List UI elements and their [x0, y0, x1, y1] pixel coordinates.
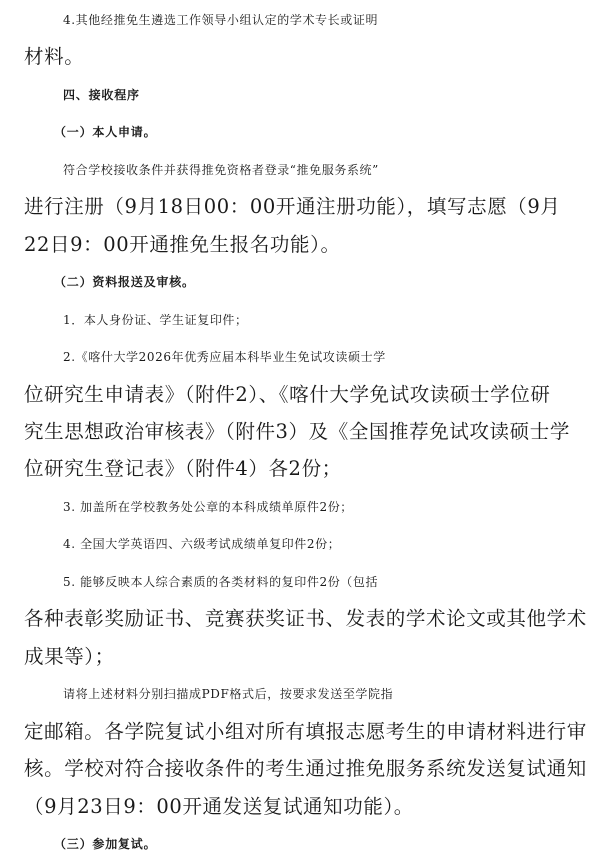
- doc-line: 位研究生申请表》（附件2）、《喀什大学免试攻读硕士学位研: [24, 383, 551, 406]
- doc-line: 4. 全国大学英语四、六级考试成绩单复印件2份；: [63, 537, 341, 551]
- doc-line: 定邮箱。各学院复试小组对所有填报志愿考生的申请材料进行审: [24, 720, 587, 743]
- doc-line: 位研究生登记表》（附件4）各2份；: [24, 457, 342, 480]
- doc-line: 2.《喀什大学2026年优秀应届本科毕业生免试攻读硕士学: [63, 350, 386, 364]
- doc-line: 核。学校对符合接收条件的考生通过推免服务系统发送复试通知: [24, 757, 587, 780]
- doc-line: 4.其他经推免生遴选工作领导小组认定的学术专长或证明: [63, 13, 379, 27]
- subsection-heading: （三）参加复试。: [54, 837, 157, 851]
- doc-line: （9月23日9：00开通发送复试通知功能）。: [24, 795, 414, 818]
- doc-line: 符合学校接收条件并获得推免资格者登录“推免服务系统”: [63, 163, 379, 177]
- doc-line: 22日9：00开通推免生报名功能）。: [24, 233, 341, 256]
- subsection-heading: （一）本人申请。: [54, 125, 157, 139]
- doc-line: 3. 加盖所在学校教务处公章的本科成绩单原件2份；: [63, 500, 353, 514]
- doc-line: 1．本人身份证、学生证复印件；: [63, 313, 248, 327]
- doc-line: 究生思想政治审核表》（附件3）及《全国推荐免试攻读硕士学: [24, 420, 570, 443]
- doc-line: 材料。: [24, 45, 85, 68]
- doc-line: 各种表彰奖励证书、竞赛获奖证书、发表的学术论文或其他学术: [24, 607, 587, 630]
- doc-line: 成果等）；: [24, 645, 115, 668]
- doc-line: 请将上述材料分别扫描成PDF格式后，按要求发送至学院指: [63, 687, 394, 701]
- section-heading: 四、接收程序: [63, 88, 140, 102]
- subsection-heading: （二）资料报送及审核。: [54, 275, 195, 289]
- doc-line: 5. 能够反映本人综合素质的各类材料的复印件2份（包括: [63, 575, 379, 589]
- doc-line: 进行注册（9月18日00：00开通注册功能），填写志愿（9月: [24, 195, 561, 218]
